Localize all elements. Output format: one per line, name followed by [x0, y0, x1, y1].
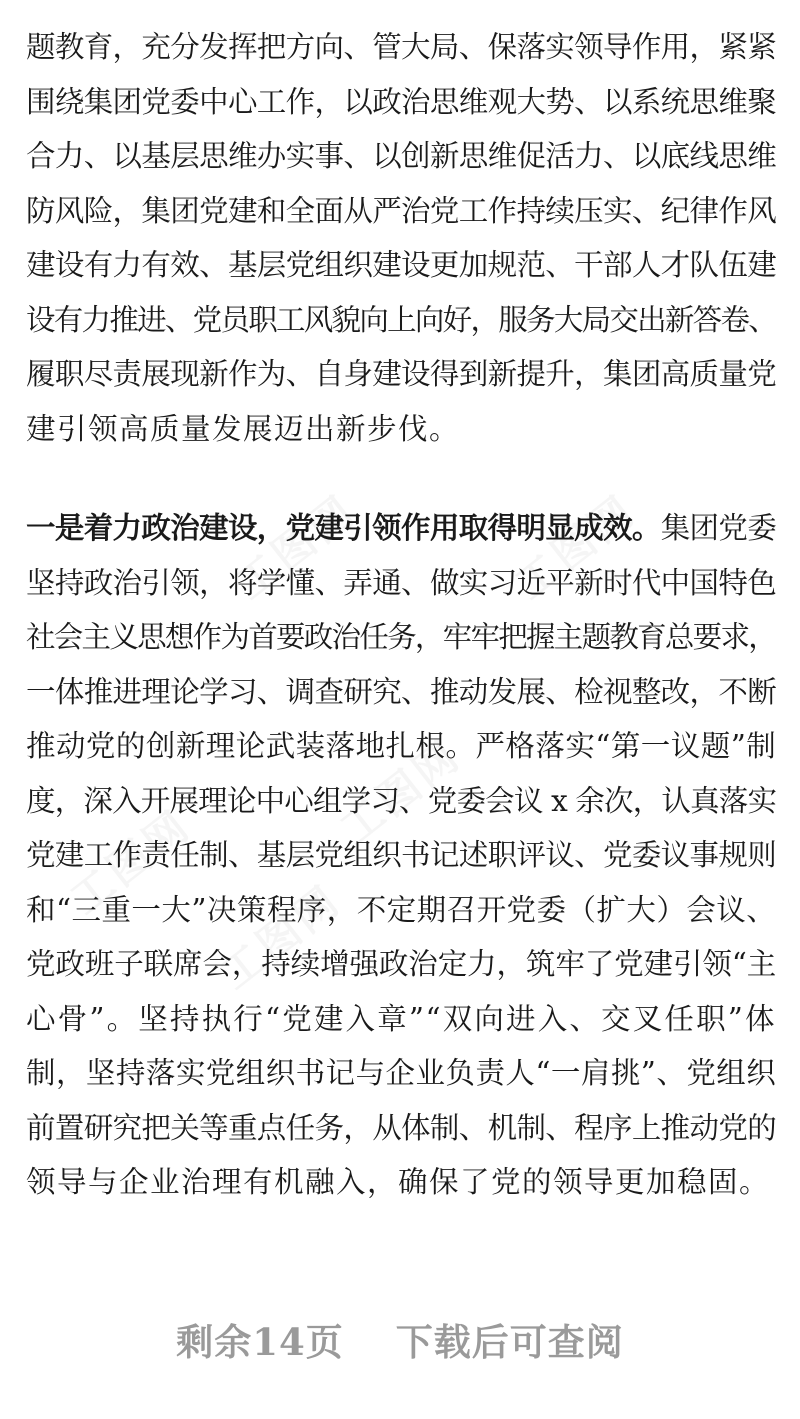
- watermark: 工图网: [211, 875, 351, 999]
- body-text-line: 推动党的创新理论武装落地扎根。严格落实“第一议题”制: [26, 729, 776, 763]
- body-text-line: 建设有力有效、基层党组织建设更加规范、干部人才队伍建: [26, 248, 776, 282]
- body-text-line: 制，坚持落实党组织书记与企业负责人“一肩挑”、党组织: [26, 1056, 776, 1090]
- body-text-line: 心骨”。坚持执行“党建入章”“双向进入、交叉任职”体: [26, 1001, 776, 1036]
- download-prompt[interactable]: [0, 1312, 800, 1366]
- body-text-line: 一体推进理论学习、调查研究、推动发展、检视整改，不断: [26, 674, 776, 709]
- section-heading: 一是着力政治建设，党建引领作用取得明显成效。: [26, 511, 661, 545]
- body-text-line: 设有力推进、党员职工风貌向上向好，服务大局交出新答卷、: [26, 302, 776, 337]
- watermark: 工图网: [506, 485, 646, 609]
- download-hint-label: 下载后可查阅: [395, 1320, 624, 1364]
- body-text-line: 度，深入开展理论中心组学习、党委会议 x 余次，认真落实: [26, 783, 776, 818]
- body-text-line: 合力、以基层思维办实事、以创新思维促活力、以底线思维: [26, 139, 776, 173]
- body-text-line: 建引领高质量发展迈出新步伐。: [26, 411, 461, 446]
- watermark: 工图网: [226, 485, 366, 609]
- body-text-line: 围绕集团党委中心工作，以政治思维观大势、以系统思维聚: [26, 84, 776, 119]
- watermark: 工图网: [331, 730, 471, 854]
- body-text-line: 和“三重一大”决策程序，不定期召开党委（扩大）会议、: [26, 892, 776, 927]
- body-text-line: 党建工作责任制、基层党组织书记述职评议、党委议事规则: [26, 838, 776, 872]
- section-lead-line: [26, 501, 776, 556]
- body-text-line: 社会主义思想作为首要政治任务，牢牢把握主题教育总要求，: [26, 620, 776, 654]
- watermark: 工图网: [61, 800, 201, 924]
- body-text-line: 前置研究把关等重点任务，从体制、机制、程序上推动党的: [26, 1110, 776, 1145]
- body-text-line: 履职尽责展现新作为、自身建设得到新提升，集团高质量党: [26, 357, 776, 391]
- body-text-line: 坚持政治引领，将学懂、弄通、做实习近平新时代中国特色: [26, 565, 776, 600]
- remaining-pages-label: 剩余14页: [176, 1320, 344, 1364]
- document-body: [26, 20, 776, 1210]
- body-text: 集团党委: [660, 511, 776, 545]
- body-text-line: 防风险，集团党建和全面从严治党工作持续压实、纪律作风: [26, 193, 776, 228]
- body-text-line: 题教育，充分发挥把方向、管大局、保落实领导作用，紧紧: [26, 30, 776, 64]
- body-text-line: 党政班子联席会，持续增强政治定力，筑牢了党建引领“主: [26, 947, 776, 981]
- body-text-line: 领导与企业治理有机融入，确保了党的领导更加稳固。: [26, 1165, 771, 1199]
